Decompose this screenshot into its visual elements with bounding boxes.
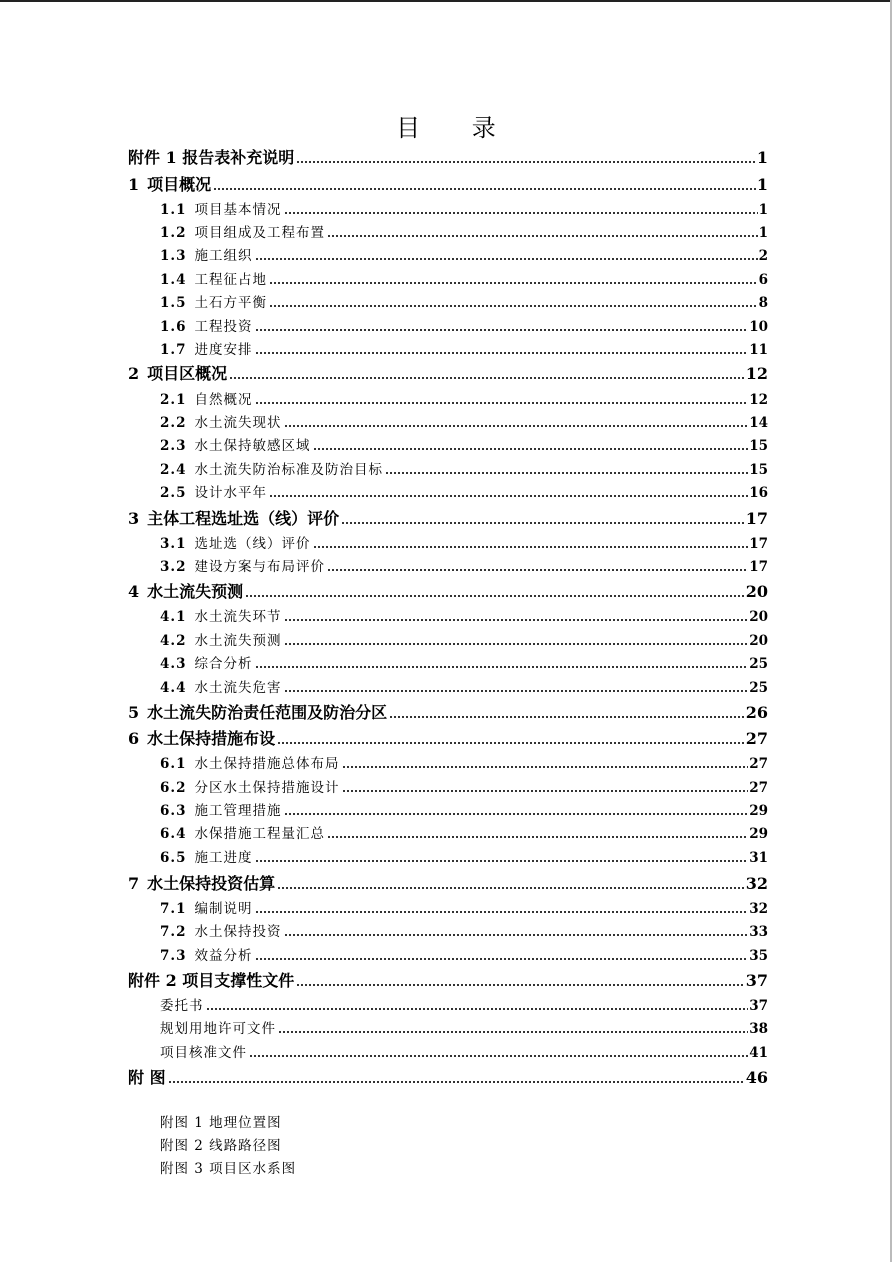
toc-entry-section[interactable] (160, 268, 768, 288)
dot-leader (255, 901, 749, 915)
dot-leader (249, 1045, 748, 1059)
dot-leader (269, 485, 748, 499)
toc-entry-section[interactable] (160, 605, 768, 625)
toc-entry-text: 施工组织 (194, 248, 253, 264)
toc-entry-text: 水土流失环节 (194, 609, 282, 625)
dot-leader (277, 729, 745, 745)
toc-title: 目 录 (396, 114, 518, 142)
toc-entry-number: 1.2 (160, 225, 187, 241)
toc-entry-section[interactable] (160, 388, 768, 408)
toc-entry-number: 6.2 (160, 780, 187, 796)
toc-page-number: 32 (745, 874, 768, 893)
toc-entry-text: 工程投资 (194, 319, 253, 335)
toc-entry-text: 项目区概况 (147, 364, 228, 383)
toc-entry-appendix-2[interactable] (128, 968, 768, 991)
toc-entry-number: 2.3 (160, 438, 187, 454)
toc-entry-text: 自然概况 (194, 392, 253, 408)
toc-page-number: 33 (749, 924, 768, 940)
toc-entry-section[interactable] (160, 198, 768, 218)
toc-entry-section[interactable] (160, 458, 768, 478)
toc-entry-number: 2 (128, 364, 140, 383)
toc-entry-number: 2.4 (160, 462, 187, 478)
toc-entry-section[interactable] (160, 338, 768, 358)
toc-entry-text: 委托书 (160, 998, 204, 1014)
toc-page-number: 12 (745, 364, 768, 383)
dot-leader (313, 438, 749, 452)
toc-entry-section[interactable] (160, 221, 768, 241)
toc-entry-section[interactable] (160, 434, 768, 454)
toc-entry-section[interactable] (160, 822, 768, 842)
toc-entry-appendix-1[interactable] (128, 145, 768, 168)
toc-entry-text: 施工管理措施 (194, 803, 282, 819)
toc-entry-section[interactable] (160, 776, 768, 796)
toc-entry-text: 施工进度 (194, 850, 253, 866)
toc-entry-chapter-6[interactable] (128, 726, 768, 749)
dot-leader (168, 1068, 745, 1084)
toc-entry-number: 6.4 (160, 826, 187, 842)
toc-entry-text: 项目基本情况 (194, 202, 282, 218)
toc-entry-number: 1.5 (160, 295, 187, 311)
toc-entry-text: 水土保持投资估算 (147, 874, 276, 893)
toc-entry-number: 6.5 (160, 850, 187, 866)
toc-entry-number: 1 (128, 175, 140, 194)
toc-entry-section[interactable] (160, 291, 768, 311)
toc-entry-number: 3.1 (160, 536, 187, 552)
toc-page-number: 10 (749, 319, 768, 335)
toc-entry-text: 主体工程选址选（线）评价 (147, 509, 340, 528)
toc-entry-text: 工程征占地 (194, 272, 267, 288)
dot-leader (313, 536, 749, 550)
toc-entry-text: 附图 3 项目区水系图 (160, 1161, 297, 1177)
toc-page-number: 37 (745, 971, 768, 990)
dot-leader (229, 364, 745, 380)
toc-entry-number: 6.3 (160, 803, 187, 819)
dot-leader (255, 248, 758, 262)
dot-leader (255, 948, 749, 962)
dot-leader (342, 780, 749, 794)
dot-leader (327, 559, 748, 573)
toc-page-number: 1 (758, 202, 768, 218)
toc-page-number: 26 (745, 703, 768, 722)
toc-page-number: 20 (745, 582, 768, 601)
toc-entry-section[interactable] (160, 920, 768, 940)
toc-entry-document[interactable] (160, 1041, 768, 1061)
toc-page-number: 15 (749, 438, 768, 454)
toc-entry-number: 7.3 (160, 948, 187, 964)
toc-entry-section[interactable] (160, 799, 768, 819)
toc-page-number: 27 (745, 729, 768, 748)
dot-leader (284, 680, 749, 694)
toc-page-number: 27 (749, 780, 768, 796)
toc-page-number: 35 (749, 948, 768, 964)
toc-page-number: 38 (749, 1021, 768, 1037)
dot-leader (255, 392, 749, 406)
toc-entry-number: 4.3 (160, 656, 187, 672)
toc-entry-text: 项目核准文件 (160, 1045, 247, 1061)
toc-entry-text: 附件 1 报告表补充说明 (128, 148, 295, 167)
toc-entry-section[interactable] (160, 315, 768, 335)
toc-entry-number: 4.2 (160, 633, 187, 649)
toc-page-number: 6 (758, 272, 768, 288)
toc-page-number: 31 (749, 850, 768, 866)
toc-entry-number: 2.2 (160, 415, 187, 431)
dot-leader (255, 656, 749, 670)
toc-entry-document[interactable] (160, 994, 768, 1014)
toc-entry-chapter-2[interactable] (128, 361, 768, 384)
toc-page-number: 41 (749, 1045, 768, 1061)
toc-entry-text: 附件 2 项目支撑性文件 (128, 971, 295, 990)
toc-entry-text: 水土流失防治责任范围及防治分区 (147, 703, 388, 722)
dot-leader (277, 874, 745, 890)
toc-entry-text: 设计水平年 (194, 485, 267, 501)
toc-entry-section[interactable] (160, 555, 768, 575)
toc-entry-chapter-4[interactable] (128, 579, 768, 602)
toc-page-number: 27 (749, 756, 768, 772)
toc-entry-number: 7 (128, 874, 140, 893)
toc-entry-text: 土石方平衡 (194, 295, 267, 311)
toc-page-number: 15 (749, 462, 768, 478)
toc-entry-chapter-1[interactable] (128, 172, 768, 195)
toc-page-number: 20 (749, 633, 768, 649)
toc-entry-number: 1.1 (160, 202, 187, 218)
dot-leader (342, 756, 749, 770)
toc-page-number: 17 (749, 559, 768, 575)
dot-leader (284, 202, 758, 216)
toc-entry-text: 水土流失现状 (194, 415, 282, 431)
toc-entry-section[interactable] (160, 652, 768, 672)
dot-leader (213, 175, 756, 191)
toc-page-number: 17 (749, 536, 768, 552)
dot-leader (255, 319, 749, 333)
toc-entry-section[interactable] (160, 676, 768, 696)
toc-entry-number: 2.5 (160, 485, 187, 501)
toc-page-number: 20 (749, 609, 768, 625)
dot-leader (255, 850, 749, 864)
dot-leader (284, 633, 749, 647)
toc-entry-text: 水保措施工程量汇总 (194, 826, 325, 842)
toc-entry-section[interactable] (160, 481, 768, 501)
dot-leader (327, 826, 748, 840)
toc-page-number: 25 (749, 680, 768, 696)
toc-entry-text: 项目概况 (147, 175, 212, 194)
dot-leader (284, 803, 749, 817)
toc-entry-text: 分区水土保持措施设计 (194, 780, 340, 796)
toc-entry-text: 附 图 (128, 1068, 166, 1087)
toc-entry-number: 4.1 (160, 609, 187, 625)
toc-entry-number: 1.7 (160, 342, 187, 358)
toc-page-number: 32 (749, 901, 768, 917)
dot-leader (385, 462, 748, 476)
toc-page-number: 8 (758, 295, 768, 311)
toc-entry-text: 水土流失预测 (194, 633, 282, 649)
toc-entry-number: 7.1 (160, 901, 187, 917)
toc-entry-section[interactable] (160, 244, 768, 264)
dot-leader (284, 415, 749, 429)
toc-entry-text: 水土保持敏感区域 (194, 438, 311, 454)
toc-page-number: 12 (749, 392, 768, 408)
toc-page-number: 2 (758, 248, 768, 264)
toc-entry-text: 项目组成及工程布置 (194, 225, 325, 241)
toc-entry-text: 水土保持投资 (194, 924, 282, 940)
toc-entry-section[interactable] (160, 752, 768, 772)
toc-entry-number: 7.2 (160, 924, 187, 940)
toc-entry-number: 4.4 (160, 680, 187, 696)
toc-page-number: 16 (749, 485, 768, 501)
toc-entry-text: 规划用地许可文件 (160, 1021, 276, 1037)
toc-page-number: 46 (745, 1068, 768, 1087)
toc-page-number: 29 (749, 826, 768, 842)
dot-leader (296, 971, 744, 987)
toc-entry-number: 6 (128, 729, 140, 748)
dot-leader (284, 924, 749, 938)
toc-entry-number: 6.1 (160, 756, 187, 772)
dot-leader (255, 342, 749, 356)
toc-entry-text: 附图 1 地理位置图 (160, 1115, 282, 1131)
dot-leader (278, 1021, 748, 1035)
dot-leader (389, 703, 745, 719)
dot-leader (341, 509, 745, 525)
toc-entry-text: 水土流失危害 (194, 680, 282, 696)
toc-entry-text: 水土流失防治标准及防治目标 (194, 462, 383, 478)
dot-leader (206, 998, 749, 1012)
toc-entry-text: 选址选（线）评价 (194, 536, 311, 552)
toc-entry-number: 2.1 (160, 392, 187, 408)
toc-entry-text: 附图 2 线路路径图 (160, 1138, 282, 1154)
toc-entry-text: 水土流失预测 (147, 582, 244, 601)
toc-entry-section[interactable] (160, 629, 768, 649)
toc-entry-text: 水土保持措施总体布局 (194, 756, 340, 772)
toc-entry-chapter-3[interactable] (128, 506, 768, 529)
toc-page-number: 37 (749, 998, 768, 1014)
dot-leader (269, 295, 758, 309)
toc-entry-number: 1.6 (160, 319, 187, 335)
toc-page-number: 1 (756, 175, 768, 194)
toc-entry-label (128, 145, 296, 168)
toc-entry-figure[interactable] (160, 1111, 284, 1131)
toc-entry-text: 效益分析 (194, 948, 253, 964)
dot-leader (327, 225, 758, 239)
toc-entry-section[interactable] (160, 897, 768, 917)
dot-leader (284, 609, 749, 623)
toc-page-number: 1 (756, 148, 768, 167)
toc-entry-number: 3.2 (160, 559, 187, 575)
toc-entry-section[interactable] (160, 944, 768, 964)
toc-entry-number: 5 (128, 703, 140, 722)
toc-entry-figures[interactable] (128, 1065, 768, 1088)
toc-entry-chapter-5[interactable] (128, 700, 768, 723)
toc-entry-section[interactable] (160, 532, 768, 552)
toc-entry-section[interactable] (160, 846, 768, 866)
toc-page-number: 14 (749, 415, 768, 431)
toc-entry-text: 水土保持措施布设 (147, 729, 276, 748)
toc-entry-figure[interactable] (160, 1134, 284, 1154)
toc-entry-number: 4 (128, 582, 140, 601)
toc-page-number: 25 (749, 656, 768, 672)
toc-entry-chapter-7[interactable] (128, 871, 768, 894)
toc-entry-number: 1.4 (160, 272, 187, 288)
dot-leader (245, 582, 745, 598)
toc-entry-text: 综合分析 (194, 656, 253, 672)
toc-entry-section[interactable] (160, 411, 768, 431)
toc-entry-text: 建设方案与布局评价 (194, 559, 325, 575)
dot-leader (296, 148, 756, 164)
toc-entry-text: 编制说明 (194, 901, 253, 917)
toc-page-number: 29 (749, 803, 768, 819)
toc-entry-number: 3 (128, 509, 140, 528)
toc-entry-text: 进度安排 (194, 342, 253, 358)
toc-entry-number: 1.3 (160, 248, 187, 264)
toc-page-number: 11 (749, 342, 768, 358)
dot-leader (269, 272, 758, 286)
toc-entry-document[interactable] (160, 1017, 768, 1037)
toc-page-number: 1 (758, 225, 768, 241)
toc-page-number: 17 (745, 509, 768, 528)
toc-entry-figure[interactable] (160, 1157, 298, 1177)
